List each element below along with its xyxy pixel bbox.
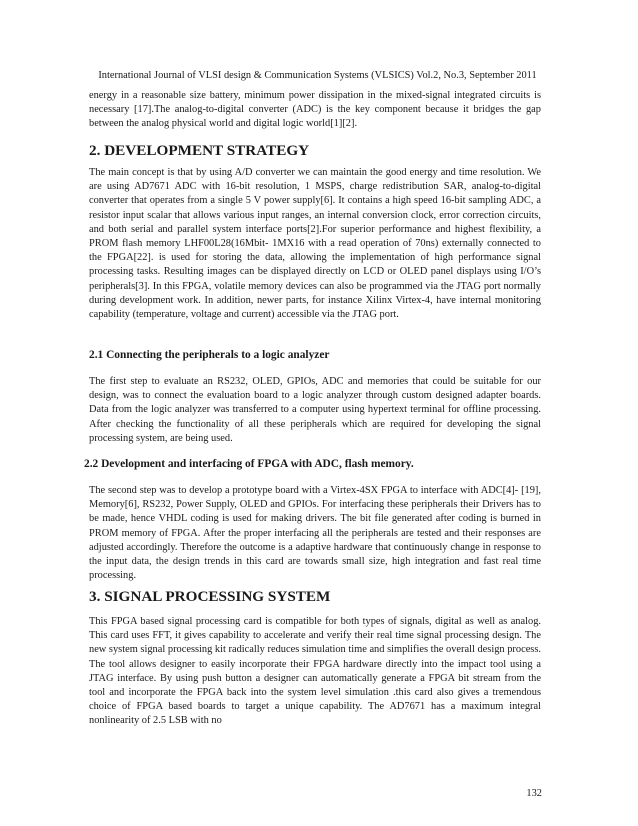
subsection-heading: 2.2 Development and interfacing of FPGA with ADC, flash memory.: [84, 458, 414, 470]
section-2-body: [89, 166, 541, 322]
fpga-adc-paragraph: The second step was to develop a prototype board with a Virtex-4SX FPGA to interface with ADC[4]- [19], Memory[6], RS232, Power Supply, OLED and GPIOs. For interfacing these peripherals their Drivers has to be made, hence VHDL coding is used for making drivers. The bit file generated after coding is burned in PROM memory of FPGA. After the proper interfacing all the peripherals are tested and their responses are adjusted accordingly. Therefore the outcome is a adaptive hardware that continuously change in response to the input data, the design trends in this card are towards small size, high integration and fast real time processing.: [89, 485, 541, 582]
development-strategy-paragraph: The main concept is that by using A/D converter we can maintain the good energy and time resolution. We are using AD7671 ADC with 16-bit resolution, 1 MSPS, charge redistribution SAR, analog-to-digital converter that operates from a single 5 V power supply[6]. It contains a high speed 16-bit sampling ADC, a resistor input scalar that allows various input ranges, an internal conversion clock, error correction circuits, and both serial and parallel system interface ports[2].For superior performance and highest flexibility, a PROM flash memory LHF00L28(16Mbit- 1MX16 with a read operation of 70ns) externally connected to the FPGA[22]. is used for storing the data, allowing the implementation of high performance signal processing tasks. Resulting images can be displayed directly on LCD or OLED panel displays using I/O’s peripherals[3]. In this FPGA, volatile memory devices can also be programmed via the JTAG port normally during development work. In addition, newer parts, for instance Xilinx Virtex-4, have internal monitoring capability (temperature, voltage and current) accessible via the JTAG port.: [89, 167, 541, 321]
running-header: International Journal of VLSI design & Communication Systems (VLSICS) Vol.2, No.3, September 2011: [98, 70, 537, 81]
subsection-2-2-body: [89, 484, 541, 583]
subsection-2-1-heading-block: [89, 348, 541, 362]
subsection-2-2-heading-block: [84, 457, 536, 471]
logic-analyzer-paragraph: The first step to evaluate an RS232, OLED, GPIOs, ADC and memories that could be suitable for our design, was to connect the evaluation board to a logic analyzer through custom designed adapter boards. Data from the logic analyzer was transferred to a computer using hypertext terminal for offline processing. After checking the functionality of all these peripherals which are required for developing the signal processing system, are being used.: [89, 376, 541, 444]
section-2-heading-block: [89, 142, 541, 160]
section-heading: 2. DEVELOPMENT STRATEGY: [89, 142, 310, 159]
subsection-2-1-body: [89, 375, 541, 446]
signal-processing-paragraph: This FPGA based signal processing card is compatible for both types of signals, digital as well as analog. This card uses FFT, it gives capability to accelerate and verify their real time signal processing design. The new system signal processing kit radically reduces simulation time and simplifies the overall design process. The tool allows designer to easily incorporate their FPGA hardware directly into the impact tool using a JTAG interface. By using push button a designer can automatically generate a FPGA bit stream from the tool and incorporate the FPGA back into the system level simulation .this card also gives a tremendous choice of FPGA based boards to target a unique capability. The AD7671 has a maximum integral nonlinearity of 2.5 LSB with no: [89, 616, 541, 727]
intro-paragraph-block: [89, 89, 541, 132]
section-3-body: [89, 615, 541, 729]
section-heading: 3. SIGNAL PROCESSING SYSTEM: [89, 588, 331, 605]
section-3-heading-block: [89, 588, 541, 606]
page-number: 132: [526, 788, 542, 799]
subsection-heading: 2.1 Connecting the peripherals to a logic analyzer: [89, 349, 330, 361]
intro-paragraph: energy in a reasonable size battery, minimum power dissipation in the mixed-signal integrated circuits is necessary [17].The analog-to-digital converter (ADC) is the key component because it bridges the gap between the analog physical world and digital logic world[1][2].: [89, 90, 541, 130]
